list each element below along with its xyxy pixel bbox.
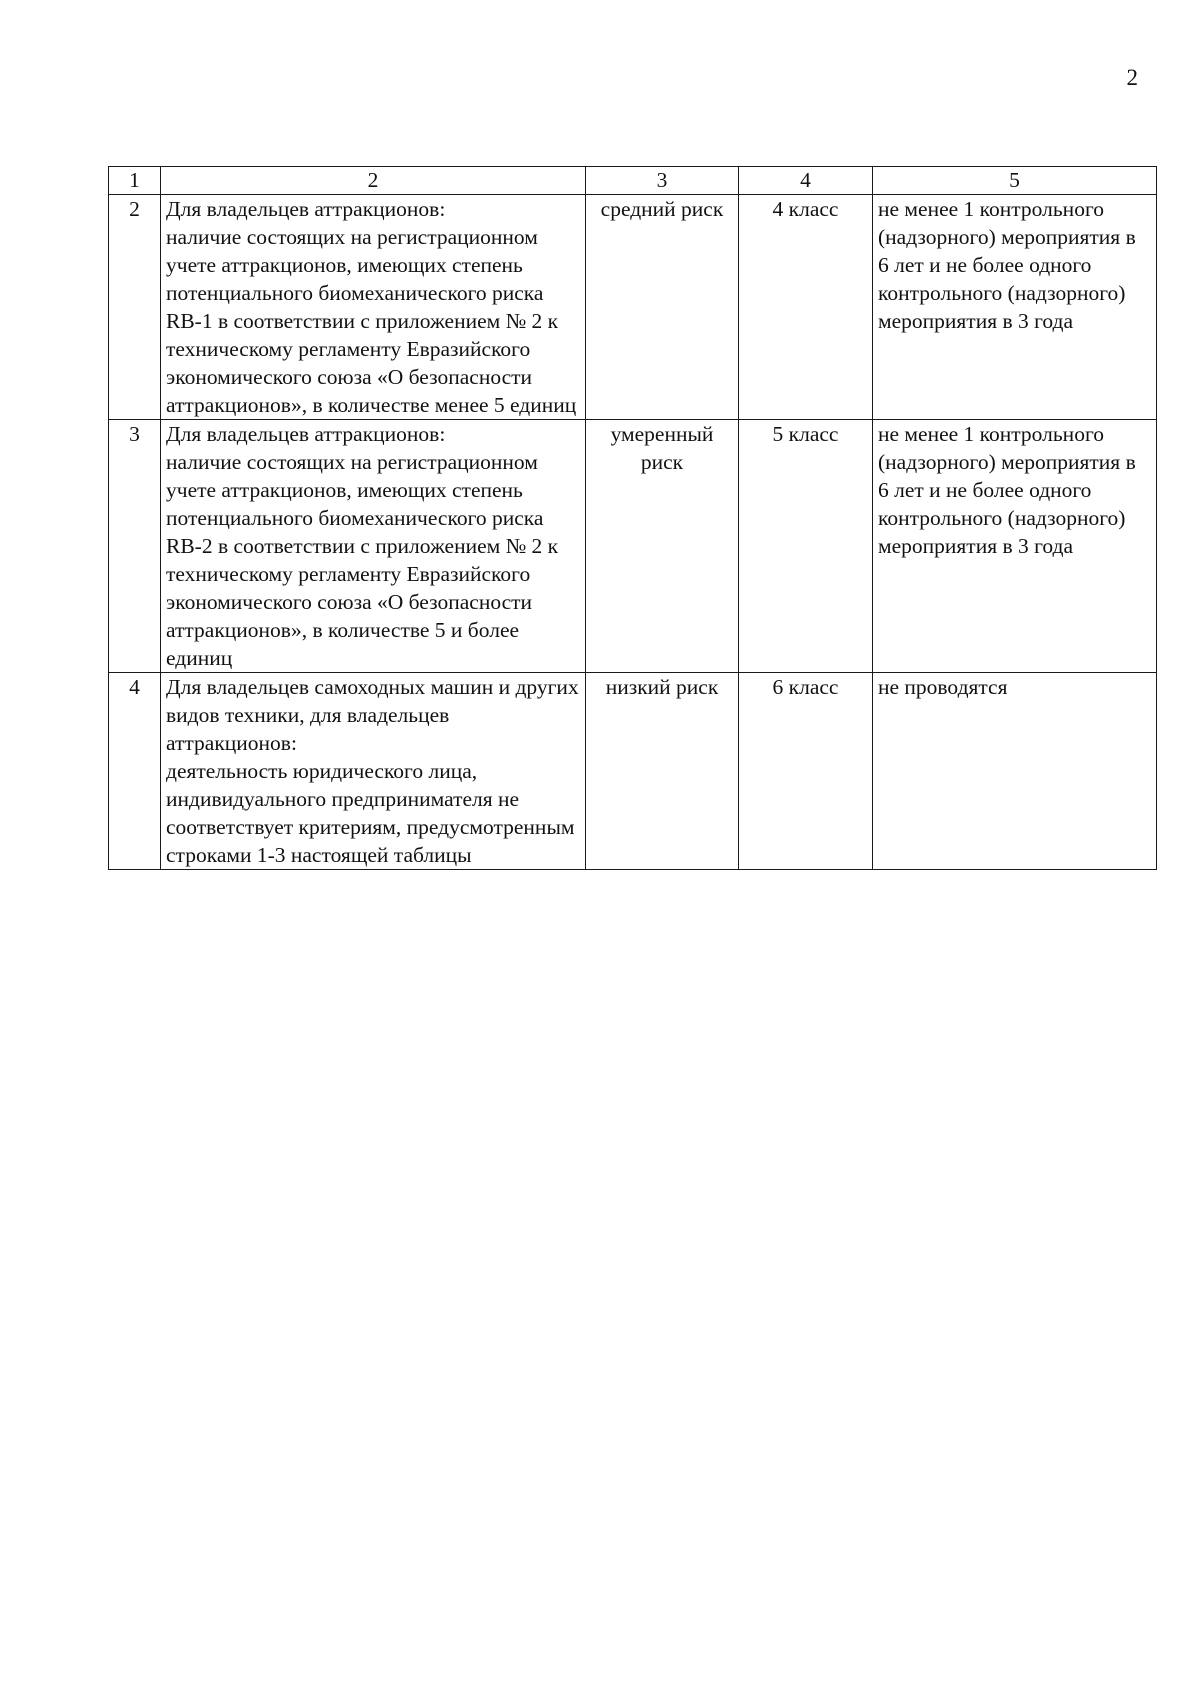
risk-category-table [108, 166, 1157, 870]
criteria-cell [161, 420, 586, 673]
inspection-frequency: не проводятся [873, 673, 1157, 870]
hazard-class: 4 класс [739, 195, 873, 420]
table-row [109, 673, 1157, 870]
row-number: 4 [109, 673, 161, 870]
hazard-class: 5 класс [739, 420, 873, 673]
inspection-frequency: не менее 1 контрольного (надзорного) мероприятия в 6 лет и не более одного контрольного (надзорного) мероприятия в 3 года [873, 195, 1157, 420]
criteria-cell [161, 673, 586, 870]
risk-category: средний риск [586, 195, 739, 420]
table-row [109, 420, 1157, 673]
table-header-row [109, 167, 1157, 195]
risk-category: умеренный риск [586, 420, 739, 673]
inspection-frequency: не менее 1 контрольного (надзорного) мероприятия в 6 лет и не более одного контрольного (надзорного) мероприятия в 3 года [873, 420, 1157, 673]
criteria-text: наличие состоящих на регистрационном учете аттракционов, имеющих степень потенциального биомеханического риска RB-1 в соответствии с приложением № 2 к техническому регламенту Евразийского экономического союза «О безопасности аттракционов», в количестве менее 5 единиц [166, 225, 577, 417]
risk-category: низкий риск [586, 673, 739, 870]
criteria-title: Для владельцев самоходных машин и других видов техники, для владельцев аттракционов: [166, 675, 579, 755]
table-row [109, 195, 1157, 420]
criteria-title: Для владельцев аттракционов: [166, 197, 446, 221]
header-col-3: 3 [586, 167, 739, 195]
header-col-4: 4 [739, 167, 873, 195]
criteria-text: наличие состоящих на регистрационном учете аттракционов, имеющих степень потенциального биомеханического риска RB-2 в соответствии с приложением № 2 к техническому регламенту Евразийского экономического союза «О безопасности аттракционов», в количестве 5 и более единиц [166, 450, 559, 670]
hazard-class: 6 класс [739, 673, 873, 870]
criteria-cell [161, 195, 586, 420]
header-col-2: 2 [161, 167, 586, 195]
criteria-title: Для владельцев аттракционов: [166, 422, 446, 446]
header-col-5: 5 [873, 167, 1157, 195]
page-number: 2 [1126, 65, 1138, 90]
criteria-text: деятельность юридического лица, индивидуального предпринимателя не соответствует критериям, предусмотренным строками 1-3 настоящей таблицы [166, 759, 575, 867]
row-number: 3 [109, 420, 161, 673]
header-col-1: 1 [109, 167, 161, 195]
row-number: 2 [109, 195, 161, 420]
